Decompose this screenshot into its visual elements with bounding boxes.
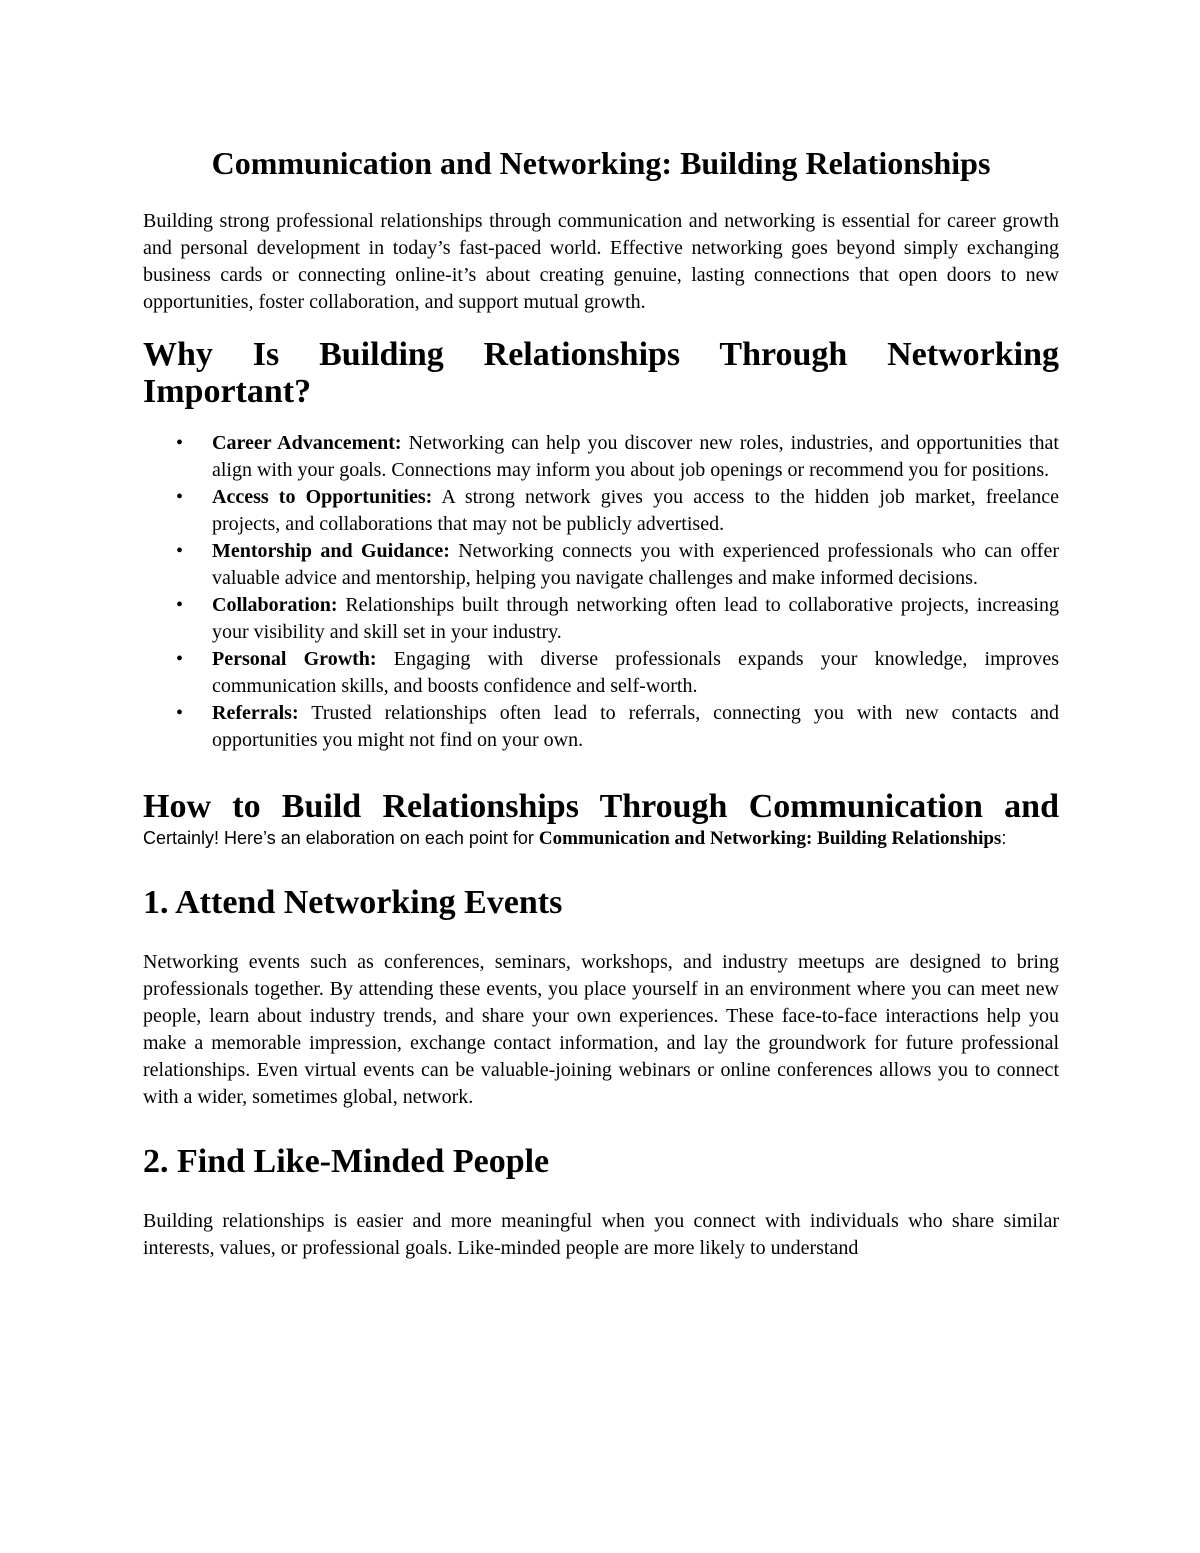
- bullet-text: Networking connects you with experienced professionals who can offer valuable advice and mentorship, helping you navigate challenges and make informed decisions.: [212, 540, 1059, 589]
- bullet-text: Relationships built through networking often lead to collaborative projects, increasing your visibility and skill set in your industry.: [212, 594, 1059, 643]
- bullet-term: Collaboration:: [212, 594, 338, 616]
- bullet-text: Trusted relationships often lead to referrals, connecting you with new contacts and opportunities you might not find on your own.: [212, 702, 1059, 751]
- lead-bold: Communication and Networking: Building Relationships: [538, 828, 1002, 849]
- bullet-icon: •: [176, 486, 184, 508]
- section-1-paragraph: Networking events such as conferences, seminars, workshops, and industry meetups are designed to bring professionals together. By attending these events, you place yourself in an environment where you can meet new people, learn about industry trends, and share your own experiences. These face-to-face interactions help you make a memorable impression, exchange contact information, and lay the groundwork for future professional relationships. Even virtual events can be valuable-joining webinars or online conferences allows you to connect with a wider, sometimes global, network.: [143, 951, 1059, 1108]
- lead-suffix: :: [1001, 828, 1007, 848]
- section-heading-why: Why Is Building Relationships Through Networking Important?: [143, 336, 1059, 410]
- list-item: [143, 430, 1059, 484]
- section-heading-how: How to Build Relationships Through Communication and: [143, 788, 1059, 825]
- list-item: [143, 592, 1059, 646]
- bullet-icon: •: [176, 432, 184, 454]
- intro-paragraph: Building strong professional relationships through communication and networking is essential for career growth and personal development in today’s fast-paced world. Effective networking goes beyond simply exchanging business cards or connecting online-it’s about creating genuine, lasting connections that open doors to new opportunities, foster collaboration, and support mutual growth.: [143, 210, 1059, 313]
- bullet-icon: •: [176, 648, 184, 670]
- bullet-icon: •: [176, 594, 184, 616]
- bullet-term: Access to Opportunities:: [212, 486, 433, 508]
- list-item: [143, 700, 1059, 754]
- how-lead-paragraph: [143, 825, 1059, 852]
- section-heading-1: 1. Attend Networking Events: [143, 884, 563, 921]
- bullet-term: Referrals:: [212, 702, 299, 724]
- lead-prefix: Certainly! Here’s an elaboration on each point for: [143, 828, 539, 848]
- list-item: [143, 484, 1059, 538]
- why-bullet-list: [143, 430, 1059, 754]
- bullet-icon: •: [176, 702, 184, 724]
- bullet-icon: •: [176, 540, 184, 562]
- document-content: [143, 138, 1059, 1262]
- bullet-text: A strong network gives you access to the hidden job market, freelance projects, and collaborations that may not be publicly advertised.: [212, 486, 1059, 535]
- list-item: [143, 646, 1059, 700]
- bullet-term: Personal Growth:: [212, 648, 377, 670]
- bullet-text: Engaging with diverse professionals expands your knowledge, improves communication skills, and boosts confidence and self-worth.: [212, 648, 1059, 697]
- bullet-term: Mentorship and Guidance:: [212, 540, 450, 562]
- bullet-text: Networking can help you discover new roles, industries, and opportunities that align with your goals. Connections may inform you about job openings or recommend you for positions.: [212, 432, 1059, 481]
- list-item: [143, 538, 1059, 592]
- section-2-paragraph: Building relationships is easier and more meaningful when you connect with individuals who share similar interests, values, or professional goals. Like-minded people are more likely to understand: [143, 1210, 1059, 1259]
- section-heading-2: 2. Find Like-Minded People: [143, 1143, 550, 1180]
- document-title: Communication and Networking: Building Relationships: [211, 145, 991, 181]
- bullet-term: Career Advancement:: [212, 432, 402, 454]
